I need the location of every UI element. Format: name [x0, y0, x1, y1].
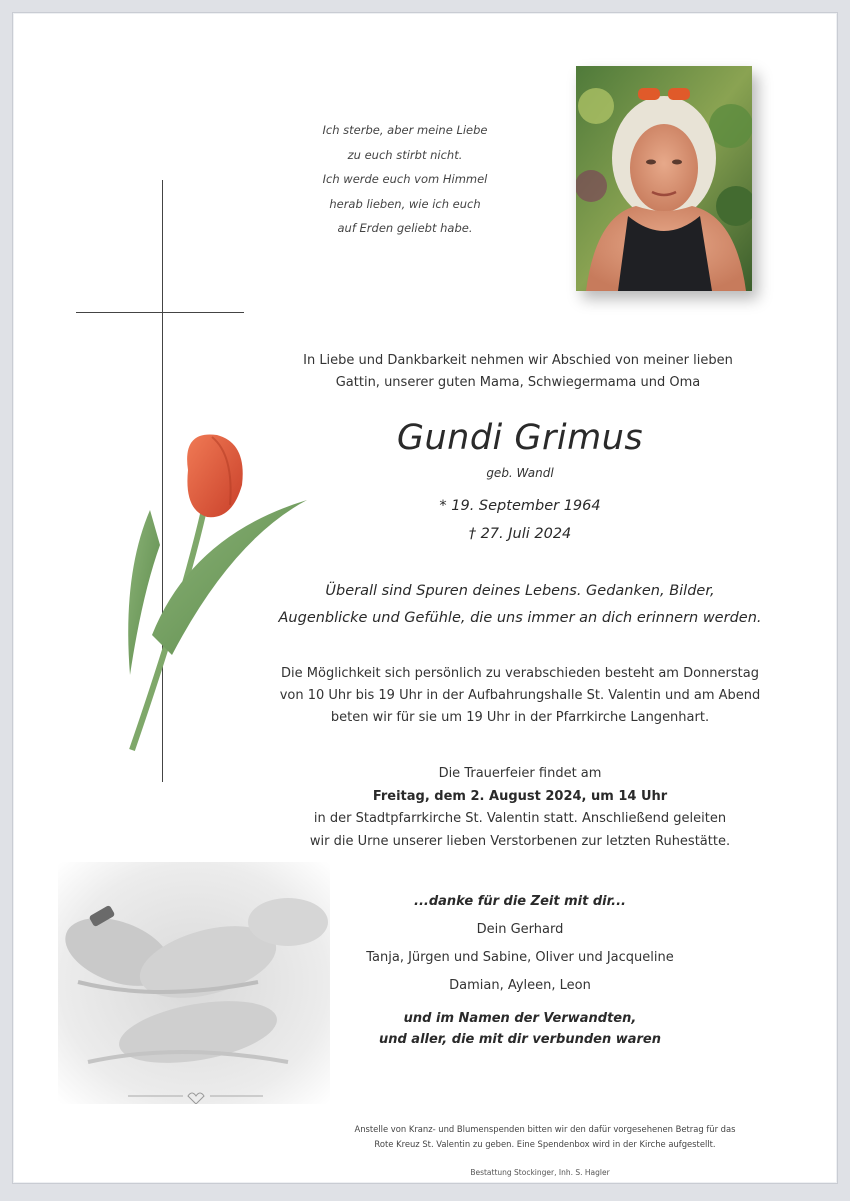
- funeral-intro: Die Trauerfeier findet am: [438, 766, 602, 781]
- funeral-date-time: Freitag, dem 2. August 2024, um 14 Uhr: [372, 788, 668, 804]
- thanks-line: ...danke für die Zeit mit dir...: [414, 894, 626, 909]
- quote-line: auf Erden geliebt habe.: [337, 221, 473, 235]
- undertaker-credit: Bestattung Stockinger, Inh. S. Hagler: [470, 1168, 610, 1177]
- donation-line: Anstelle von Kranz- und Blumenspenden bitten wir den dafür vorgesehenen Betrag für das: [354, 1124, 736, 1134]
- farewell-intro: [250, 350, 786, 394]
- relatives-line: und aller, die mit dir verbunden waren: [378, 1032, 662, 1047]
- relatives-note: [320, 1008, 720, 1050]
- birth-date: * 19. September 1964: [439, 498, 601, 514]
- funeral-info: [250, 763, 790, 853]
- funeral-burial: wir die Urne unserer lieben Verstorbenen zur letzten Ruhestätte.: [309, 833, 731, 849]
- quote-line: zu euch stirbt nicht.: [347, 147, 463, 162]
- memorial-motto: [250, 578, 790, 632]
- mourners-list: [320, 888, 720, 1000]
- quote-line: Ich sterbe, aber meine Liebe: [322, 123, 488, 137]
- motto-line: Überall sind Spuren deines Lebens. Gedanken, Bilder,: [325, 583, 715, 599]
- visitation-line: beten wir für sie um 19 Uhr in der Pfarrkirche Langenhart.: [330, 710, 710, 725]
- husband-name: Dein Gerhard: [476, 922, 564, 937]
- quote-line: Ich werde euch vom Himmel: [322, 172, 488, 186]
- intro-line: In Liebe und Dankbarkeit nehmen wir Abschied von meiner lieben: [303, 353, 733, 368]
- quote-line: herab lieben, wie ich euch: [329, 196, 481, 211]
- holding-hands-image: [58, 862, 330, 1104]
- visitation-line: Die Möglichkeit sich persönlich zu verabschieden besteht am Donnerstag: [281, 666, 759, 681]
- grandchildren-names: Damian, Ayleen, Leon: [449, 978, 591, 993]
- relatives-line: und im Namen der Verwandten,: [403, 1011, 637, 1026]
- children-names: Tanja, Jürgen und Sabine, Oliver und Jacqueline: [366, 950, 674, 965]
- donation-note: [300, 1122, 790, 1152]
- funeral-location: in der Stadtpfarrkirche St. Valentin statt. Anschließend geleiten: [313, 811, 727, 826]
- memorial-quote: [300, 118, 510, 241]
- visitation-info: [240, 663, 800, 729]
- cross-horizontal-bar: [76, 312, 244, 313]
- maiden-name: geb. Wandl: [486, 466, 554, 480]
- intro-line: Gattin, unserer guten Mama, Schwiegermama und Oma: [335, 375, 701, 390]
- death-date: † 27. Juli 2024: [468, 526, 572, 542]
- visitation-line: von 10 Uhr bis 19 Uhr in der Aufbahrungshalle St. Valentin und am Abend: [279, 688, 761, 703]
- deceased-name: Gundi Grimus: [396, 418, 644, 458]
- donation-line: Rote Kreuz St. Valentin zu geben. Eine Spendenbox wird in der Kirche aufgestellt.: [374, 1139, 716, 1149]
- motto-line: Augenblicke und Gefühle, die uns immer an dich erinnern werden.: [278, 610, 762, 626]
- portrait-photo: [576, 66, 752, 291]
